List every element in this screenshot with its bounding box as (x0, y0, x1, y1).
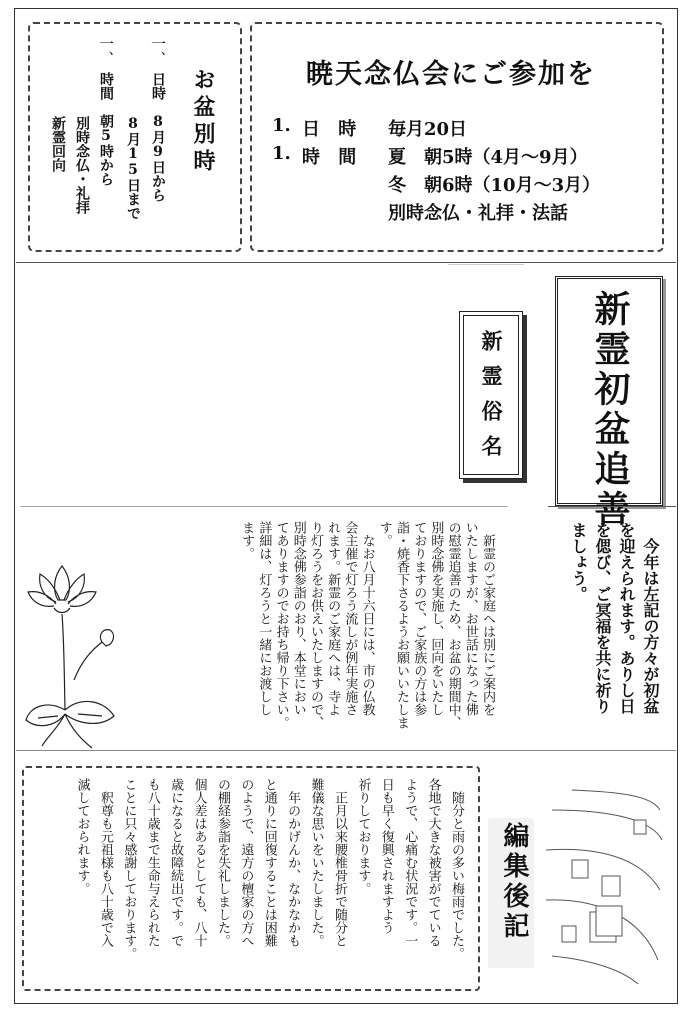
intro-line: を偲び、ご冥福を共に祈り (593, 522, 612, 714)
editor-line: の棚経参詣を失礼しました。 (214, 778, 230, 947)
editor-line: 随分と雨の多い梅雨でした。 (449, 791, 464, 960)
body-line: ます。 (239, 521, 255, 560)
lantern-illustration (542, 780, 672, 990)
editor-line: も八十歳まで生命与えられた (144, 778, 160, 947)
editor-line: 正月以来腰椎骨折で随分と (331, 791, 347, 947)
obon-date-from: 日時 8月9日から (150, 72, 166, 202)
body-line: 別時念佛を実施し、回向をいたし (428, 521, 444, 716)
editor-line: 日も早く復興されますよう (378, 778, 394, 934)
obon-date-to: 8月15日まで (125, 116, 141, 220)
body-line: 詣・焼香下さるようお願いいたしま (393, 521, 409, 729)
obon-service: 別時念仏・礼拝 (74, 116, 90, 214)
names-heading: 新霊俗名 (479, 330, 504, 470)
body-line: 会主催で灯ろう流しが例年実施さ (342, 521, 358, 716)
editor-line: 祈りしております。 (355, 778, 371, 895)
editor-line: 年のかげんか、なかなかも (285, 791, 301, 947)
body-line: れます。新霊のご家庭へは、寺よ (325, 521, 341, 716)
body-line: 詳細は、灯ろうと一緒にお渡しし (256, 521, 272, 716)
body-line: り灯ろうをお供えいたしますので、 (307, 521, 323, 729)
gyoten-winter: 冬 朝6時（10月～3月） (388, 175, 601, 196)
editor-body (60, 778, 468, 982)
body-line: いたしますが、お世話になった佛 (462, 521, 478, 716)
editor-line: 各地で大きな被害がでている (425, 778, 441, 947)
gyoten-title: 暁天念仏会にご参加を (306, 59, 596, 90)
obon-title: お盆別時 (190, 68, 216, 176)
body-line: 別時念佛参詣のおり、本堂におい (290, 521, 306, 716)
shinrei-heading: 新霊初盆追善 (589, 290, 630, 530)
divider-top (16, 262, 676, 263)
editor-line: 釈尊も元祖様も八十歳で入 (97, 791, 113, 947)
gyoten-date-value: 毎月20日 (388, 119, 468, 140)
obon-line2-mark: 一、 (97, 36, 115, 66)
editor-line: と通りに回復することは困難 (261, 778, 277, 947)
body-line: なお八月十六日には、市の仏教 (359, 534, 375, 716)
divider-top-highlight (448, 264, 524, 265)
shinrei-body (128, 521, 496, 757)
editor-line: ようで、心痛む状況です。一 (402, 778, 418, 947)
intro-line: ましょう。 (569, 522, 588, 602)
divider-middle-left (20, 506, 508, 507)
editor-line: 歳になると故障続出です。で (168, 778, 184, 947)
gyoten-row1-num: 1. (272, 115, 291, 136)
divider-middle-right (548, 506, 676, 507)
gyoten-summer: 夏 朝5時（4月～9月） (388, 147, 588, 168)
lotus-illustration (18, 560, 128, 770)
gyoten-service: 別時念仏・礼拝・法話 (388, 203, 568, 224)
body-line: 新霊のご家庭へは別にご案内を (480, 534, 495, 716)
editor-heading: 編集後記 (499, 822, 529, 942)
intro-line: を迎えられます。ありし日 (617, 522, 636, 714)
obon-time: 時間 朝5時から (98, 72, 114, 186)
body-line: てありますのでお持ち帰り下さい。 (273, 521, 289, 729)
editor-line: ことに只々感謝しております。 (121, 778, 137, 960)
editor-line: 個人差はあるとしても、八十 (191, 778, 207, 947)
obon-memorial: 新霊回向 (50, 116, 66, 172)
editor-line: のようで、遠方の檀家の方へ (238, 778, 254, 947)
body-line: ておりますので、ご家族の方は参 (411, 521, 427, 716)
editor-line: 滅しておられます。 (74, 778, 90, 895)
gyoten-row2-num: 1. (272, 143, 291, 164)
intro-line: 今年は左記の方々が初盆 (641, 538, 660, 714)
body-line: の慰霊追善のため、お盆の期間中、 (445, 521, 461, 729)
gyoten-time-label: 時 間 (302, 147, 363, 168)
body-line: す。 (376, 521, 392, 547)
editor-line: 難儀な思いをいたしました。 (308, 778, 324, 947)
shinrei-intro (566, 522, 662, 772)
gyoten-date-label: 日 時 (302, 119, 363, 140)
divider-bottom (16, 750, 676, 751)
obon-line1-mark: 一、 (149, 36, 167, 66)
